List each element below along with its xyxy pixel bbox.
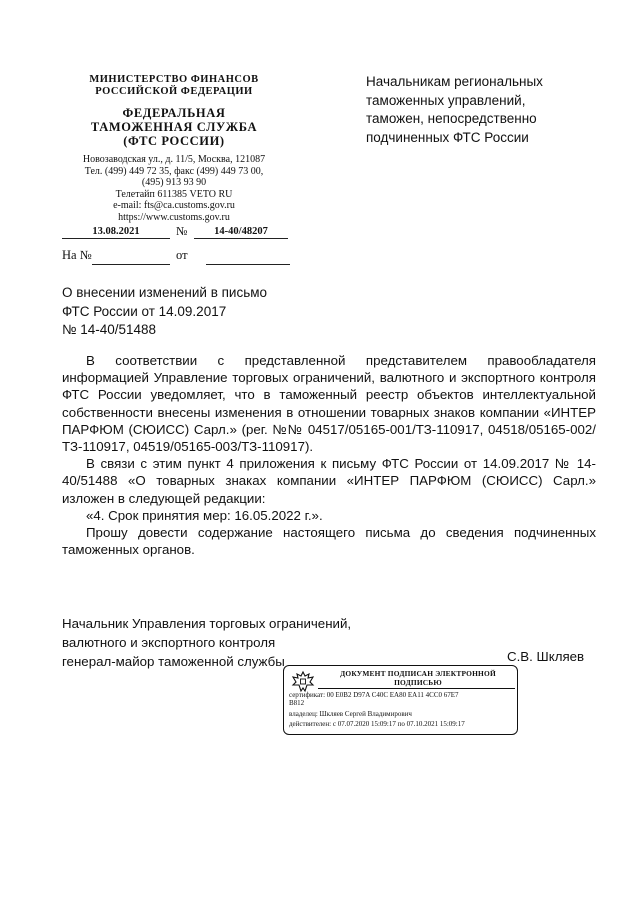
stamp-divider (318, 688, 515, 689)
letter-body (62, 352, 596, 558)
stamp-certificate-cont: B812 (289, 699, 305, 707)
email-line: e-mail: fts@ca.customs.gov.ru (113, 200, 235, 211)
stamp-title-line: ДОКУМЕНТ ПОДПИСАН ЭЛЕКТРОННОЙ (340, 669, 496, 678)
agency-name-line: (ФТС РОССИИ) (123, 134, 225, 148)
address-line: Новозаводская ул., д. 11/5, Москва, 121087 (82, 154, 266, 165)
agency-contacts (50, 154, 298, 223)
stamp-certificate: сертификат: 00 E0B2 D97A C40C EA80 EA11 4CC0 67E7 (289, 691, 459, 699)
stamp-title (320, 669, 516, 687)
body-paragraph: В связи с этим пункт 4 приложения к письму ФТС России от 14.09.2017 № 14-40/51488 «О товарных знаках компании «ИНТЕР ПАРФЮМ (СЮИСС) Сарл.» изложен в следующей редакции: (62, 456, 596, 506)
registration-number: 14-40/48207 (194, 226, 288, 239)
subject-line: О внесении изменений в письмо (62, 285, 268, 300)
body-paragraph: В соответствии с представленной представителем правообладателя информацией Управление торговых ограничений, валютного и экспортного контроля ФТС России уведомляет, что в таможенный реестр объектов интеллектуальной собственности внесены изменения в отношении товарных знаков компании «ИНТЕР ПАРФЮМ (СЮИСС) Сарл.» (рег. №№ 04517/05165-001/ТЗ-110917, 04518/05165-002/ТЗ-110917, 04519/05165-003/ТЗ-110917). (62, 353, 596, 455)
signer-position-line: валютного и экспортного контроля (62, 635, 276, 650)
ministry-name-line: МИНИСТЕРСТВО ФИНАНСОВ (89, 74, 259, 85)
phone-line: Тел. (499) 449 72 35, факс (499) 449 73 00, (84, 165, 264, 177)
agency-name (50, 106, 298, 148)
agency-name-line: ТАМОЖЕННАЯ СЛУЖБА (90, 120, 258, 134)
stamp-validity: действителен: с 07.07.2020 15:09:17 по 07.10.2021 15:09:17 (289, 720, 465, 728)
body-paragraph: «4. Срок принятия мер: 16.05.2022 г.». (86, 507, 323, 523)
phone-line: (495) 913 93 90 (141, 177, 207, 188)
signer-position-line: генерал-майор таможенной службы (62, 654, 285, 669)
signer-name: С.В. Шкляев (507, 649, 585, 664)
subject-line: ФТС России от 14.09.2017 (62, 303, 227, 319)
agency-name-line: ФЕДЕРАЛЬНАЯ (122, 106, 226, 120)
addressee-line: таможенных управлений, (366, 92, 526, 108)
stamp-title-line: ПОДПИСЬЮ (394, 678, 442, 687)
addressee-block (366, 73, 586, 147)
reply-to-blank (92, 264, 170, 265)
ministry-name (50, 74, 298, 98)
addressee-line: Начальникам региональных (366, 74, 543, 89)
ministry-name-line: РОССИЙСКОЙ ФЕДЕРАЦИИ (95, 86, 253, 97)
addressee-line: таможен, непосредственно (366, 111, 537, 126)
e-signature-stamp (283, 665, 518, 735)
letter-subject (62, 284, 322, 340)
teletype-line: Телетайп 611385 VETO RU (115, 188, 233, 200)
addressee-line: подчиненных ФТС России (366, 129, 529, 145)
stamp-owner: владелец: Шкляев Сергей Владимирович (289, 710, 412, 718)
reply-to-label: На № (62, 248, 92, 262)
reply-from-label: от (176, 248, 188, 262)
signer-position (62, 614, 382, 671)
signer-position-line: Начальник Управления торговых ограничений, (62, 616, 352, 631)
website-line: https://www.customs.gov.ru (118, 211, 230, 223)
subject-line: № 14-40/51488 (62, 322, 157, 337)
registration-number-label: № (176, 224, 188, 238)
body-paragraph: Прошу довести содержание настоящего письма до сведения подчиненных таможенных органов. (62, 525, 596, 558)
registration-date: 13.08.2021 (62, 226, 170, 239)
reply-from-blank (206, 264, 290, 265)
